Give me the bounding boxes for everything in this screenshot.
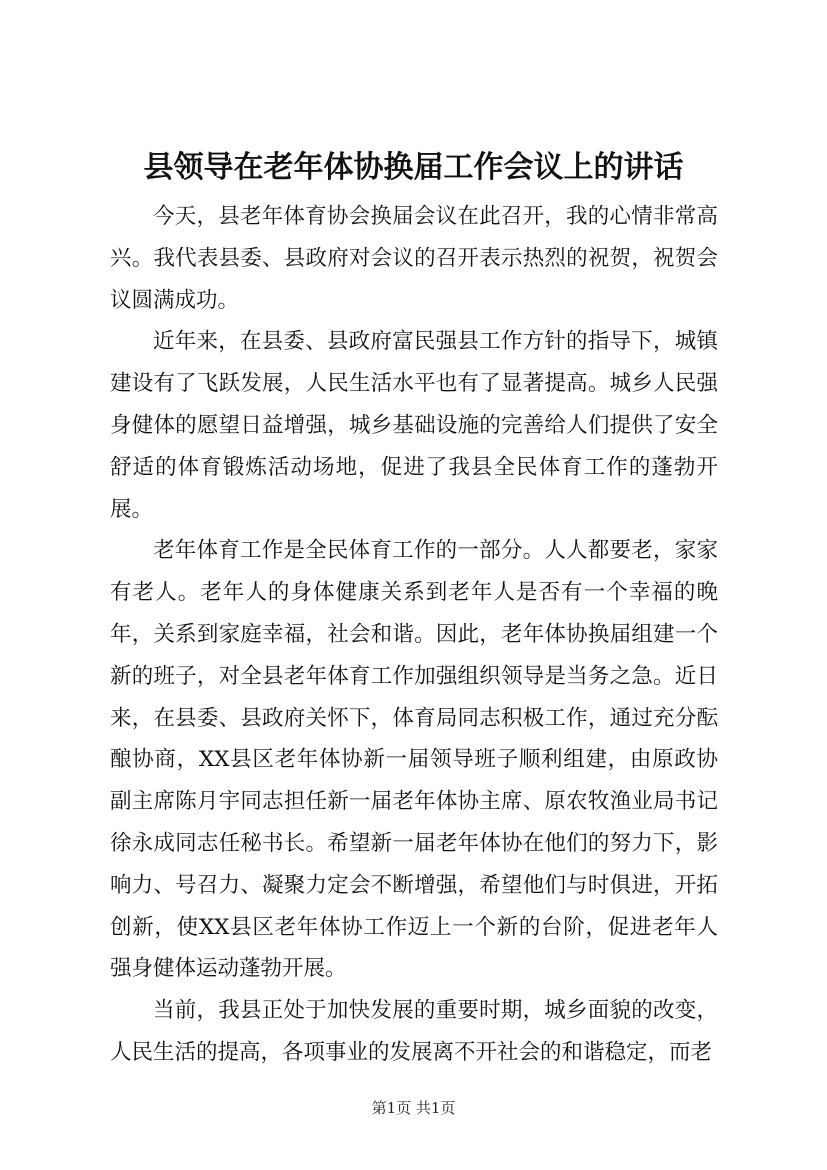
paragraph: 当前，我县正处于加快发展的重要时期，城乡面貌的改变，人民生活的提高，各项事业的发展离不开社会的和谐稳定，而老 <box>110 998 718 1065</box>
document-body <box>110 196 718 1074</box>
paragraph: 近年来，在县委、县政府富民强县工作方针的指导下，城镇建设有了飞跃发展，人民生活水平也有了显著提高。城乡人民强身健体的愿望日益增强，城乡基础设施的完善给人们提供了安全舒适的体育锻炼活动场地，促进了我县全民体育工作的蓬勃开展。 <box>110 329 718 522</box>
document-title: 县领导在老年体协换届工作会议上的讲话 <box>143 150 684 185</box>
page-footer: 第1页 共1页 <box>371 1099 456 1117</box>
paragraph: 今天，县老年体育协会换届会议在此召开，我的心情非常高兴。我代表县委、县政府对会议的召开表示热烈的祝贺，祝贺会议圆满成功。 <box>110 204 718 313</box>
paragraph: 老年体育工作是全民体育工作的一部分。人人都要老，家家有老人。老年人的身体健康关系到老年人是否有一个幸福的晚年，关系到家庭幸福，社会和谐。因此，老年体协换届组建一个新的班子，对全县老年体育工作加强组织领导是当务之急。近日来，在县委、县政府关怀下，体育局同志积极工作，通过充分酝酿协商，XX县区老年体协新一届领导班子顺利组建，由原政协副主席陈月宇同志担任新一届老年体协主席、原农牧渔业局书记徐永成同志任秘书长。希望新一届老年体协在他们的努力下，影响力、号召力、凝聚力定会不断增强，希望他们与时俱进，开拓创新，使XX县区老年体协工作迈上一个新的台阶，促进老年人强身健体运动蓬勃开展。 <box>110 538 718 982</box>
